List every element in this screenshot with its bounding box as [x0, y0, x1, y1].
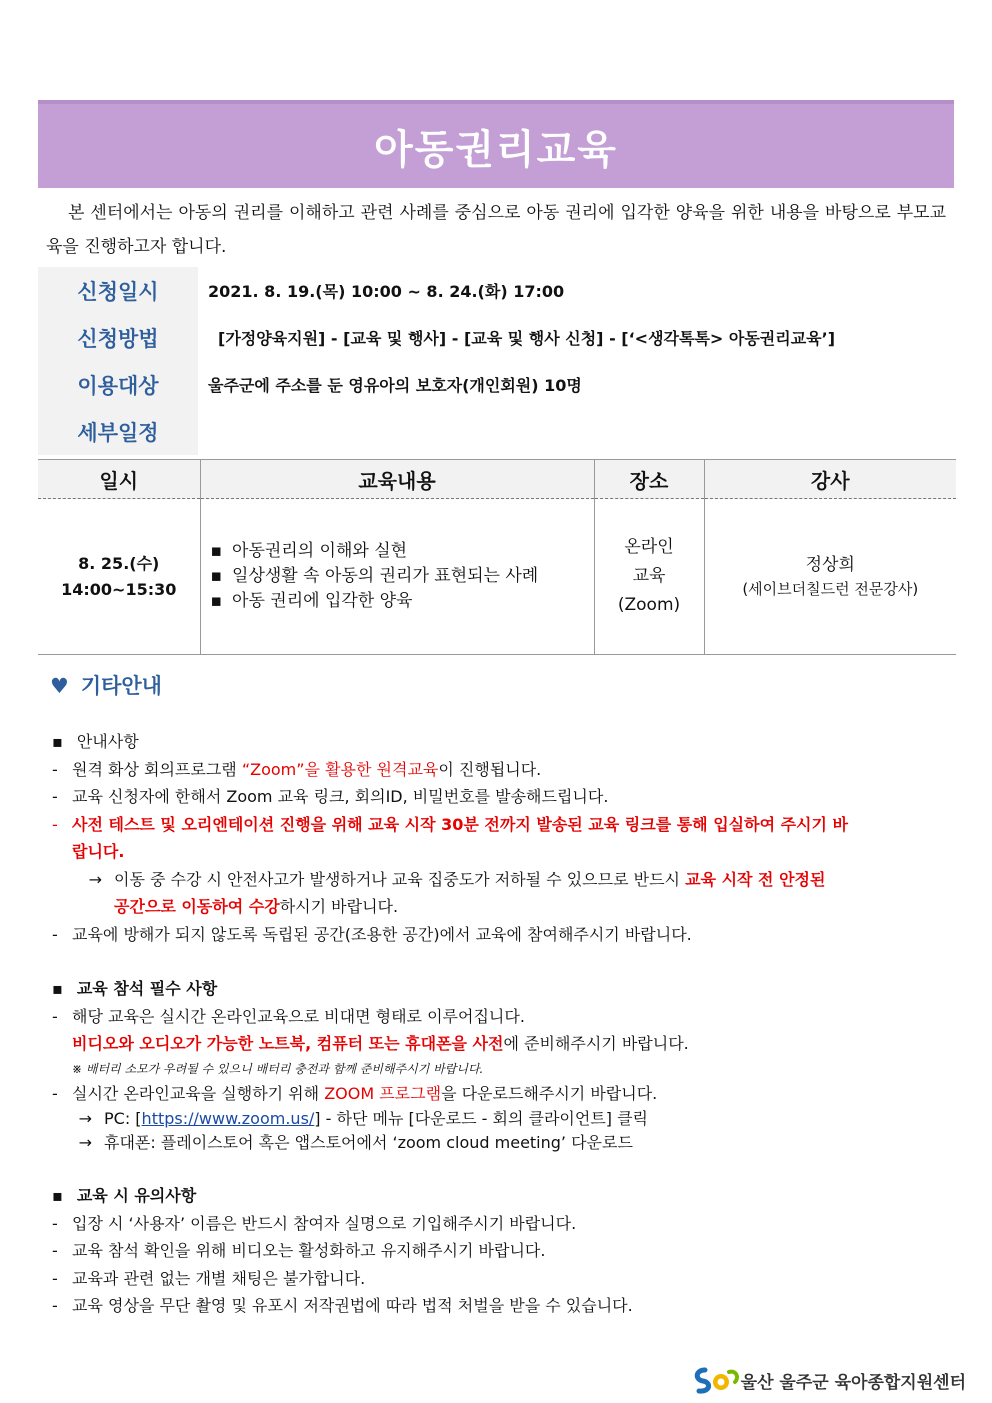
list-item: - 입장 시 ‘사용자’ 이름은 반드시 참여자 실명으로 기입해주시기 바랍니다.: [52, 1213, 577, 1233]
section-title: [52, 728, 948, 756]
arrow-icon: →: [88, 869, 102, 889]
note-highlight: 사전 테스트 및 오리엔테이션 진행을 위해 교육 시작 30분 전까지 발송된 교육 링크를 통해 입실하여 주시기 바: [72, 814, 848, 834]
list-item: [52, 1107, 948, 1131]
intro-paragraph: [46, 196, 946, 264]
note-text: 하시기 바랍니다.: [279, 897, 399, 916]
schedule-table: [38, 459, 956, 655]
list-item-cont: [52, 838, 948, 866]
time-line: 14:00~15:30: [61, 579, 177, 599]
heart-icon: ♥: [50, 674, 69, 698]
date-line: 8. 25.(수): [78, 553, 160, 573]
footer-logo: [691, 1364, 966, 1396]
note-highlight: 교육 시작 전 안정된: [685, 869, 826, 889]
cell-lecturer: [704, 499, 956, 655]
info-value: 울주군에 주소를 둔 영유아의 보호자(개인회원) 10명: [208, 376, 582, 395]
header-date: 일시: [38, 460, 200, 499]
note-text: 입장 시 ‘사용자’ 이름은 반드시 참여자 실명으로 기입해주시기 바랍니다.: [72, 1213, 577, 1233]
info-label: 이용대상: [38, 361, 198, 408]
info-row-schedule: [38, 408, 954, 455]
info-row-target: [38, 361, 954, 408]
list-item: - 교육과 관련 없는 개별 채팅은 불가합니다.: [52, 1268, 366, 1288]
list-item-cont: [52, 893, 948, 921]
list-item: - 교육에 방해가 되지 않도록 독립된 공간(조용한 공간)에서 교육에 참여해주시기 바랍니다.: [52, 924, 692, 944]
place-line: 교육: [632, 566, 666, 586]
note-text: 교육 영상을 무단 촬영 및 유포시 저작권법에 따라 법적 처벌을 받을 수 있습니다.: [72, 1296, 633, 1315]
header-lecturer: 강사: [704, 460, 956, 499]
note-text: 해당 교육은 실시간 온라인교육으로 비대면 형태로 이루어집니다.: [72, 1006, 525, 1026]
note-text: 이 진행됩니다.: [438, 759, 542, 779]
note-text: 원격 화상 회의프로그램: [72, 759, 242, 779]
note-text: 휴대폰: 플레이스토어 혹은 앱스토어에서 ‘zoom cloud meeting’ 다운로드: [104, 1133, 633, 1152]
list-item: ▪ 일상생활 속 아동의 권리가 표현되는 사례: [211, 564, 594, 589]
lecturer-name: 정상희: [805, 554, 855, 575]
arrow-icon: →: [78, 1133, 92, 1152]
header-place: 장소: [594, 460, 704, 499]
lecturer-affiliation: (세이브더칠드런 전문강사): [742, 579, 919, 598]
list-item: - 교육 참석 확인을 위해 비디오는 활성화하고 유지해주시기 바랍니다.: [52, 1241, 546, 1260]
cell-content: [200, 499, 594, 655]
note-highlight: 공간으로 이동하여 수강: [114, 897, 280, 916]
etc-title: 기타안내: [80, 674, 162, 698]
content-list: [201, 539, 594, 614]
note-text: ] - 하단 메뉴 [다운로드 - 회의 클라이언트] 클릭: [314, 1109, 649, 1128]
intro-text: 본 센터에서는 아동의 권리를 이해하고 관련 사례를 중심으로 아동 권리에 입각한 양육을 위한 내용을 바탕으로 부모교육을 진행하고자 합니다.: [46, 203, 946, 257]
note-text: 을 다운로드해주시기 바랍니다.: [441, 1083, 658, 1103]
info-label: 신청일시: [38, 267, 198, 314]
zoom-link[interactable]: https://www.zoom.us/: [141, 1109, 315, 1128]
note-highlight: “Zoom”을 활용한 원격교육: [241, 759, 439, 779]
info-table: [38, 267, 954, 455]
list-item: ▪ 아동권리의 이해와 실현: [211, 539, 594, 564]
info-row-date: [38, 267, 954, 314]
place-line: (Zoom): [617, 595, 681, 615]
note-text: 교육과 관련 없는 개별 채팅은 불가합니다.: [72, 1268, 366, 1288]
place-line: 온라인: [624, 537, 674, 557]
note-text: 실시간 온라인교육을 실행하기 위해: [72, 1083, 325, 1103]
note-text: 에 준비해주시기 바랍니다.: [503, 1034, 689, 1053]
note-highlight: ZOOM 프로그램: [324, 1083, 442, 1103]
info-row-method: [38, 314, 954, 361]
cell-date: [38, 499, 200, 655]
list-item: - 실시간 온라인교육을 실행하기 위해 ZOOM 프로그램을 다운로드해주시기 바랍니다.: [52, 1083, 658, 1103]
note-text: PC: [: [104, 1109, 142, 1128]
header-content: 교육내용: [200, 460, 594, 499]
list-item: - 원격 화상 회의프로그램 “Zoom”을 활용한 원격교육이 진행됩니다.: [52, 759, 542, 779]
section-title-text: 교육 참석 필수 사항: [76, 979, 218, 998]
cell-place: [594, 499, 704, 655]
arrow-icon: →: [78, 1109, 92, 1128]
note-text: 교육 신청자에 한해서 Zoom 교육 링크, 회의ID, 비밀번호를 발송해드립니다.: [72, 787, 609, 806]
footer-text: 울산 울주군 육아종합지원센터: [740, 1372, 966, 1393]
info-value: 2021. 8. 19.(목) 10:00 ~ 8. 24.(화) 17:00: [208, 282, 565, 301]
info-label: 신청방법: [38, 314, 198, 361]
note-text: 이동 중 수강 시 안전사고가 발생하거나 교육 집중도가 저하될 수 있으므로 반드시: [114, 869, 686, 889]
notes-section: [52, 728, 948, 1320]
list-item: [52, 1131, 948, 1155]
note-text: ※ 배터리 소모가 우려될 수 있으니 배터리 충전과 함께 준비해주시기 바랍니다.: [72, 1061, 484, 1076]
title-band: [38, 100, 954, 188]
list-item: - 교육 신청자에 한해서 Zoom 교육 링크, 회의ID, 비밀번호를 발송해드립니다.: [52, 787, 609, 806]
page-title: 아동권리교육: [374, 126, 618, 173]
square-bullet-icon: ▪: [52, 732, 63, 751]
square-bullet-icon: ▪: [52, 1186, 63, 1205]
note-highlight: 랍니다.: [72, 842, 125, 861]
section-title: [52, 975, 948, 1003]
list-item: - 해당 교육은 실시간 온라인교육으로 비대면 형태로 이루어집니다.: [52, 1006, 525, 1026]
schedule-header-row: [38, 460, 956, 499]
list-item: - 사전 테스트 및 오리엔테이션 진행을 위해 교육 시작 30분 전까지 발송된 교육 링크를 통해 입실하여 주시기 바: [52, 814, 848, 834]
section-title-text: 교육 시 유의사항: [76, 1186, 197, 1205]
square-bullet-icon: ▪: [52, 979, 63, 998]
note-text: 교육에 방해가 되지 않도록 독립된 공간(조용한 공간)에서 교육에 참여해주시기 바랍니다.: [72, 924, 692, 944]
section-title-text: 안내사항: [76, 732, 139, 751]
center-logo-icon: [691, 1364, 741, 1396]
list-item: [52, 866, 948, 894]
note-highlight: 비디오와 오디오가 가능한 노트북, 컴퓨터 또는 휴대폰을 사전: [72, 1034, 504, 1053]
table-row: [38, 499, 956, 655]
info-value: [가정양육지원] - [교육 및 행사] - [교육 및 행사 신청] - [‘<생각톡톡> 아동권리교육’]: [218, 329, 836, 348]
etc-heading: [50, 670, 162, 700]
list-item: - 교육 영상을 무단 촬영 및 유포시 저작권법에 따라 법적 처벌을 받을 수 있습니다.: [52, 1296, 633, 1315]
note-small: [52, 1058, 948, 1080]
info-label: 세부일정: [38, 408, 198, 455]
section-title: [52, 1182, 948, 1210]
list-item-cont: [52, 1030, 948, 1058]
note-text: 교육 참석 확인을 위해 비디오는 활성화하고 유지해주시기 바랍니다.: [72, 1241, 546, 1260]
list-item: ▪ 아동 권리에 입각한 양육: [211, 589, 594, 614]
